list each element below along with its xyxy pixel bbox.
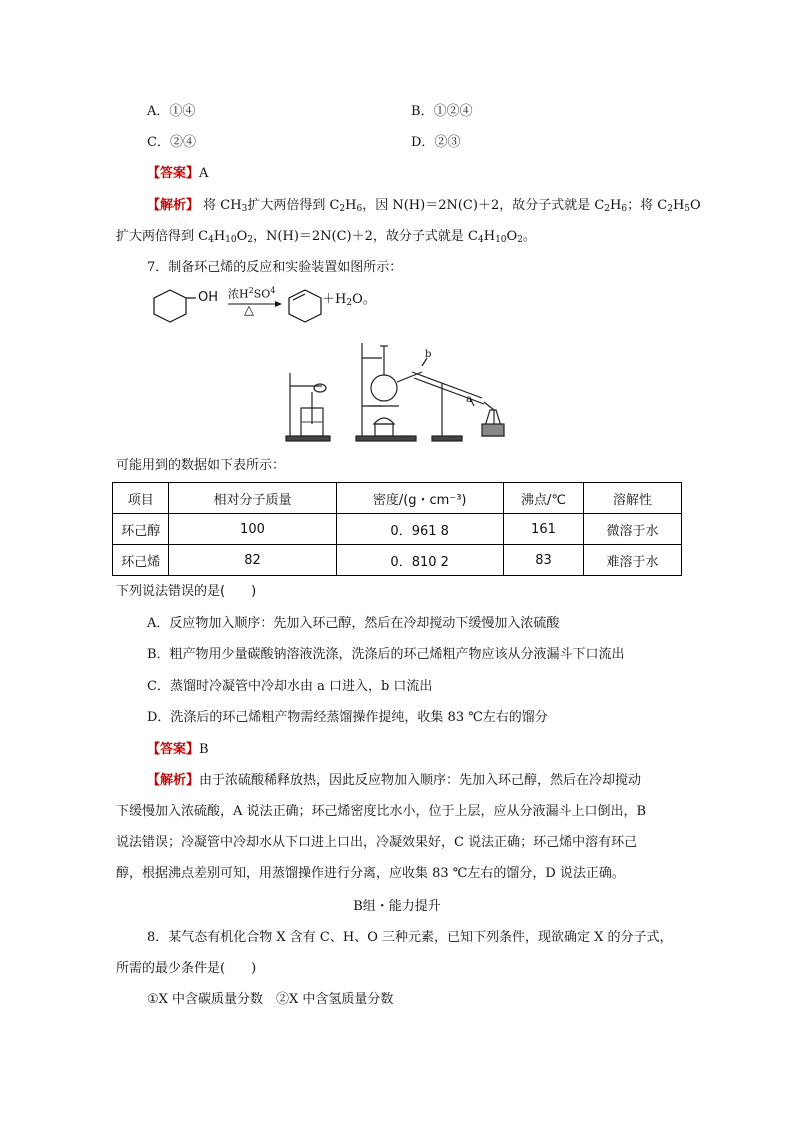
- table-cell: 100: [169, 514, 336, 545]
- table-row: [113, 545, 682, 576]
- condenser-label-a: a: [466, 394, 472, 405]
- q7-answer: 【答案】B: [147, 742, 209, 757]
- q6-option-b: B．①②④: [411, 104, 473, 119]
- answer-tag: 【答案】: [147, 166, 200, 181]
- header-boiling-point: 沸点/℃: [503, 483, 583, 514]
- oh-label: OH: [198, 290, 219, 305]
- analysis-tag: 【解析】: [147, 773, 200, 788]
- table-cell: 微溶于水: [584, 514, 682, 545]
- reagent-label: 浓$H^2SO^4$: [228, 286, 276, 301]
- q8-stem-line2: 所需的最少条件是( ): [116, 961, 257, 976]
- q6-option-d: D．②③: [411, 135, 461, 150]
- q8-stem-line1: 8．某气态有机化合物 X 含有 C、H、O 三种元素，已知下列条件，现欲确定 X 的分子式，: [147, 930, 673, 945]
- product-water: $+H_2O$。: [322, 292, 376, 308]
- stand-middle: [356, 343, 422, 441]
- table-header-row: [113, 483, 682, 514]
- table-cell: 83: [503, 545, 583, 576]
- data-table: [112, 482, 682, 576]
- stand-right: [432, 383, 504, 441]
- section-heading: B组・能力提升: [353, 899, 441, 914]
- stand-left: [286, 373, 330, 441]
- apparatus-diagram: [282, 328, 522, 444]
- table-cell: 难溶于水: [584, 545, 682, 576]
- condenser: [412, 358, 484, 406]
- table-intro: 可能用到的数据如下表所示：: [116, 458, 286, 473]
- q7-analysis-line2: 下缓慢加入浓硫酸，A 说法正确；环己烯密度比水小，位于上层，应从分液漏斗上口倒出，B: [116, 804, 647, 819]
- q7-option-c: C．蒸馏时冷凝管中冷却水由 a 口进入，b 口流出: [147, 679, 433, 694]
- header-solubility: 溶解性: [584, 483, 682, 514]
- table-cell: 82: [169, 545, 336, 576]
- q6-option-c: C．②④: [147, 135, 196, 150]
- table-cell: 161: [503, 514, 583, 545]
- cyclohexene-ring: [289, 290, 321, 322]
- q7-option-d: D．洗涤后的环己烯粗产物需经蒸馏操作提纯，收集 83 ℃左右的馏分: [147, 710, 548, 725]
- q7-analysis-line4: 醇，根据沸点差别可知，用蒸馏操作进行分离，应收集 83 ℃左右的馏分，D 说法正确。: [116, 866, 625, 881]
- header-molar-mass: 相对分子质量: [169, 483, 336, 514]
- header-density: 密度/(g・cm⁻³): [336, 483, 503, 514]
- q7-stem: 7．制备环己烯的反应和实验装置如图所示：: [147, 260, 403, 275]
- q8-conditions: ①X 中含碳质量分数 ②X 中含氢质量分数: [147, 992, 394, 1007]
- table-cell: 环己烯: [113, 545, 169, 576]
- table-cell: 0．810 2: [336, 545, 503, 576]
- table-cell: 0．961 8: [336, 514, 503, 545]
- q6-answer: 【答案】A: [147, 166, 209, 181]
- table-row: [113, 514, 682, 545]
- arrow-head: [275, 301, 282, 307]
- q7-option-b: B．粗产物用少量碳酸钠溶液洗涤，洗涤后的环己烯粗产物应该从分液漏斗下口流出: [147, 647, 625, 662]
- q6-option-a: A．①④: [147, 104, 196, 119]
- analysis-tag: 【解析】: [147, 198, 200, 213]
- header-item: 项目: [113, 483, 169, 514]
- q7-question: 下列说法错误的是( ): [116, 584, 257, 599]
- q7-analysis-line3: 说法错误；冷凝管中冷却水从下口进上口出，冷凝效果好，C 说法正确；环己烯中溶有环己: [116, 835, 638, 850]
- q7-option-a: A．反应物加入顺序：先加入环己醇，然后在冷却搅动下缓慢加入浓硫酸: [147, 616, 560, 631]
- heat-symbol: △: [244, 303, 254, 318]
- answer-tag: 【答案】: [147, 742, 200, 757]
- condenser-label-b: b: [425, 349, 432, 360]
- cyclohexanol-ring: [154, 290, 186, 322]
- q7-analysis-line1: 【解析】由于浓硫酸稀释放热，因此反应物加入顺序：先加入环己醇，然后在冷却搅动: [147, 773, 642, 788]
- table-cell: 环己醇: [113, 514, 169, 545]
- q6-analysis-line1: 【解析】 将 $CH_3$扩大两倍得到 $C_2H_6$，因 N(H)＝2N(C)＋2，故分子式就是 $C_2H_6$；将 $C_2H_5O$: [147, 198, 701, 214]
- q6-analysis-line2: 扩大两倍得到 $C_4H_{10}O_2$，N(H)＝2N(C)＋2，故分子式就是 $C_4H_{10}O_2$。: [116, 229, 536, 245]
